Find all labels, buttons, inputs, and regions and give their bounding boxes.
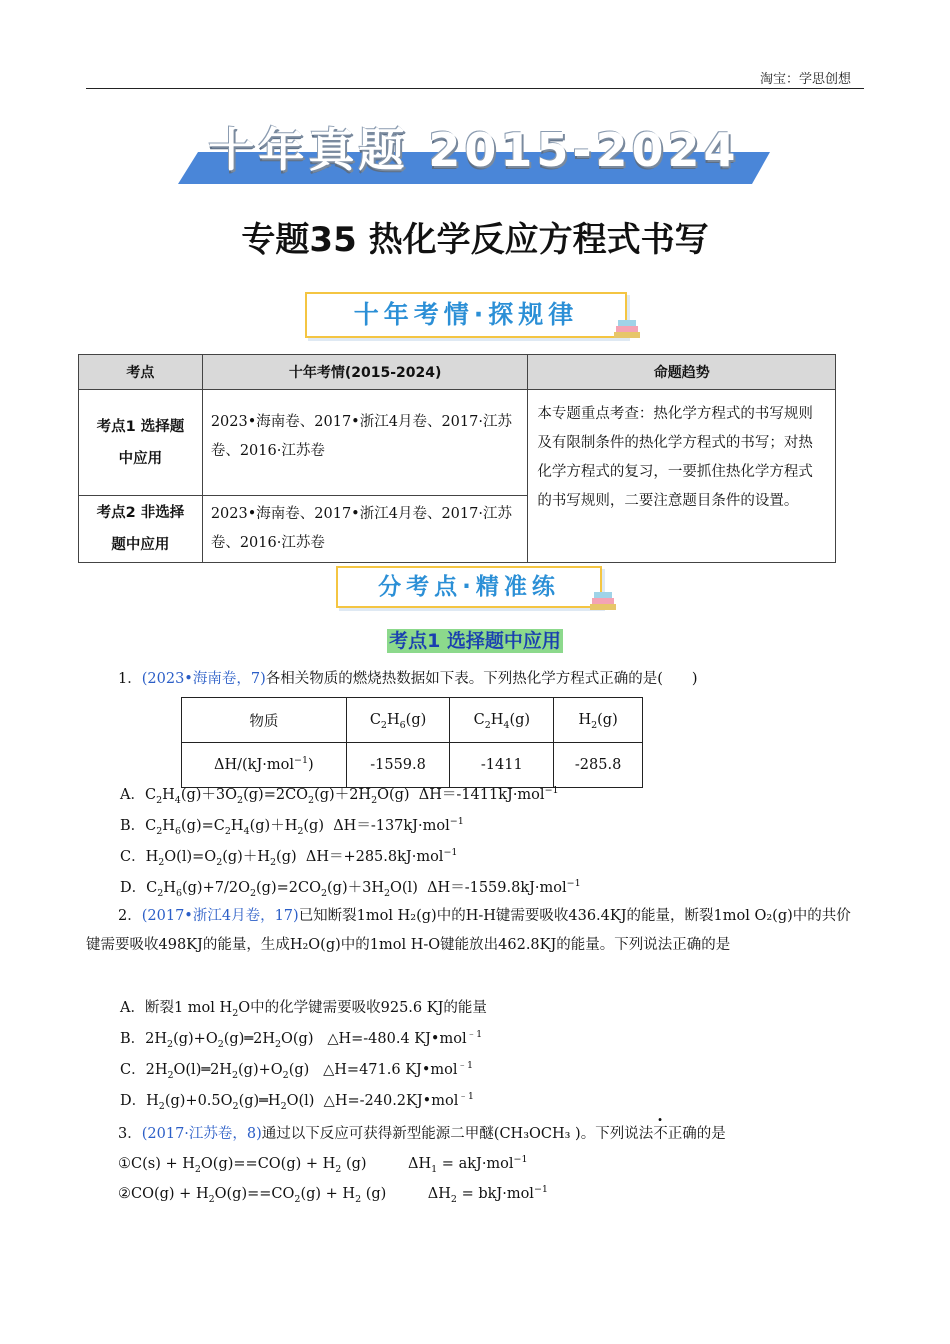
heat-header-cell: $C_2H_4(g)$ [450,698,554,743]
kp-label-line: 题中应用 [111,537,170,553]
option-b[interactable]: B．$2H_2(g)+O_2(g)═2H_2O(g)$ △H=-480.4 KJ•mol$^{﹣1}$ [120,1029,483,1050]
shop-label: 淘宝：学思创想 [760,72,852,87]
heat-value-row [182,743,643,788]
page-title: 专题35 热化学反应方程式书写 [241,220,709,260]
option-d[interactable]: D．$H_2(g)+0.5O_2(g)═H_2O(l)$ △H=-240.2KJ•mol$^{﹣1}$ [120,1091,474,1112]
reaction-1: ①C(s) + $H_2O(g)==CO(g) + H_2$ (g) $\Delta H_1 = akJ\cdot mol^{-1}$ [118,1154,528,1175]
books-icon [588,590,618,612]
heat-value-cell: -285.8 [554,743,643,788]
section-heading-text: 考点1 选择题中应用 [389,630,561,652]
section-heading [86,626,864,653]
years-cell: 2023•海南卷、2017•浙江4月卷、2017·江苏卷、2016·江苏卷 [202,390,528,496]
option-a[interactable]: A．断裂1 mol $H_2O$中的化学键需要吸收925.6 KJ的能量 [120,1000,487,1019]
header-rule [86,88,864,89]
question-2-stem [86,902,864,960]
heat-value-cell: -1411 [450,743,554,788]
kp-label-line: 考点1 选择题 [96,418,185,435]
option-c[interactable]: C．$H_2O(l)=O_2(g)+H_2(g)$ ΔH＝+285.8kJ·mol$^{-1}$ [120,847,458,868]
overview-header-row [79,355,836,390]
overview-table [78,354,836,563]
books-icon [612,318,642,340]
question-3-stem [118,1122,726,1143]
trend-cell: 本专题重点考查：热化学方程式的书写规则及有限制条件的热化学方程式的书写；对热化学方程式的复习，一要抓住热化学方程式的书写规则，二要注意题目条件的设置。 [528,390,836,563]
overview-row [79,390,836,496]
heat-header-cell: $H_2(g)$ [554,698,643,743]
heat-header-row [182,698,643,743]
question-1-stem [118,667,698,688]
combustion-heat-table [181,697,643,788]
heat-header-cell: 物质 [182,698,347,743]
question-source: (2023•海南卷，7) [141,671,266,687]
heat-row-label: ΔH/(kJ·mol$^{-1}$) [182,743,347,788]
question-text: 已知断裂1mol H₂(g)中的H-H键需要吸收436.4KJ的能量，断裂1mol O₂(g)中的共价键需要吸收498KJ的能量，生成H₂O(g)中的1mol H-O键能放出462.8KJ的能量。下列说法正确的是 [86,908,851,953]
section-tag-overview: 十年考情·探规律 [305,292,627,338]
question-source: (2017·江苏卷，8) [141,1126,262,1142]
banner-title: 十年真题 2015-2024 [208,123,740,177]
option-a[interactable]: A．$C_2H_4(g)+3O_2(g)=2CO_2(g)+2H_2O(g)$ ΔH＝-1411kJ·mol$^{-1}$ [120,785,559,806]
kp-label-line: 考点2 非选择 [96,505,185,521]
option-c[interactable]: C．$2H_2O(l)═2H_2(g)+O_2(g)$ △H=471.6 KJ•mol$^{﹣1}$ [120,1060,474,1081]
emphasis-text: 不正确 [653,1126,697,1142]
reaction-2: ②CO(g) + $H_2O(g)==CO_2(g) + H_2$ (g) $\Delta H_2 = bkJ\cdot mol^{-1}$ [118,1184,548,1205]
years-cell: 2023•海南卷、2017•浙江4月卷、2017·江苏卷、2016·江苏卷 [202,496,528,563]
question-text: 各相关物质的燃烧热数据如下表。下列热化学方程式正确的是( ) [265,671,698,687]
overview-header-cell: 考点 [79,355,203,390]
heat-value-cell: -1559.8 [346,743,450,788]
question-number: 1． [118,671,142,687]
kp-cell [79,390,203,496]
question-number: 3． [118,1126,142,1142]
question-source: (2017•浙江4月卷，17) [141,908,299,924]
heat-header-cell: $C_2H_6(g)$ [346,698,450,743]
option-b[interactable]: B．$C_2H_6(g)=C_2H_4(g)+H_2(g)$ ΔH＝-137kJ·mol$^{-1}$ [120,816,464,837]
option-d[interactable]: D．$C_2H_6(g)+7/2O_2(g)=2CO_2(g)+3H_2O(l)$ ΔH＝-1559.8kJ·mol$^{-1}$ [120,878,581,899]
overview-header-cell: 命题趋势 [528,355,836,390]
kp-cell [79,496,203,563]
kp-label-line: 中应用 [118,450,163,467]
section-tag-practice: 分考点·精准练 [336,566,602,608]
question-number: 2． [118,908,142,924]
question-text: 的是 [696,1126,726,1142]
overview-header-cell: 十年考情(2015-2024) [202,355,528,390]
question-text: 通过以下反应可获得新型能源二甲醚(CH₃OCH₃ )。下列说法 [261,1126,654,1142]
